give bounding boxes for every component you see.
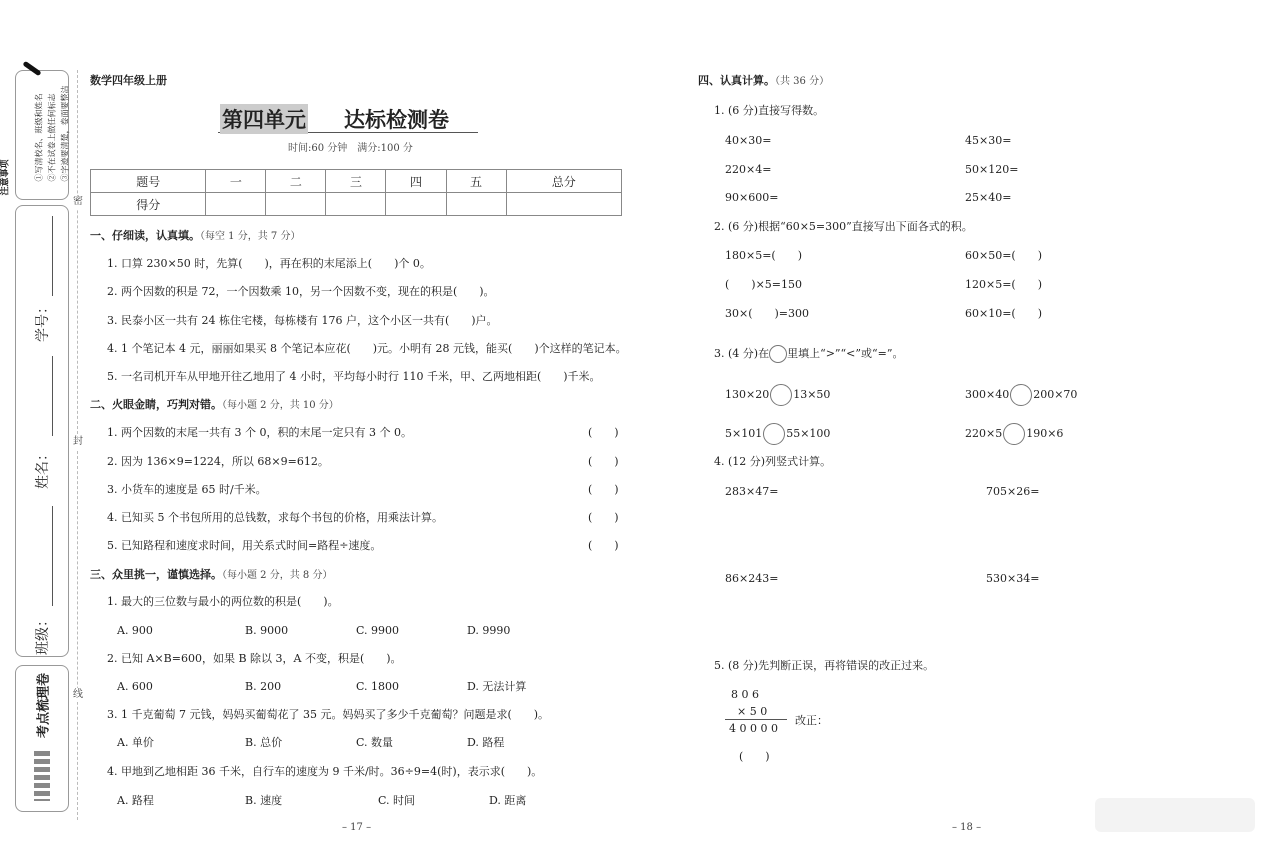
option[interactable]: B. 速度 (245, 794, 283, 807)
calc-item: 90×600= (725, 191, 779, 204)
seal-mark: 线 (73, 689, 83, 700)
option[interactable]: C. 数量 (356, 736, 394, 749)
question: 4. 已知买 5 个书包所用的总钱数，求每个书包的价格，用乘法计算。 (107, 511, 443, 524)
seal-mark: 封 (73, 436, 83, 447)
calc-item: 283×47= (725, 485, 779, 498)
option[interactable]: D. 路程 (467, 736, 505, 749)
score-header: 五 (446, 170, 506, 193)
option[interactable]: D. 9990 (467, 624, 511, 637)
compare-circle[interactable] (763, 423, 785, 445)
expr: 13×50 (793, 388, 831, 401)
question: 4. 甲地到乙地相距 36 千米，自行车的速度为 9 千米/时。36÷9=4(时)，表示求( )。 (107, 765, 543, 778)
vertical-rule (725, 719, 787, 720)
question: 2. (6 分)根据“60×5=300”直接写出下面各式的积。 (714, 220, 973, 233)
score-cell[interactable] (266, 193, 326, 216)
answer-blank[interactable]: ( ) (588, 455, 619, 468)
time-info: 时间:60 分钟 满分:100 分 (288, 143, 413, 154)
compare-item (725, 423, 830, 445)
compare-item (725, 384, 830, 406)
vertical-line-2: × 5 0 (737, 705, 768, 718)
circle-icon (769, 345, 787, 363)
calc-item: ( )×5=150 (725, 278, 803, 291)
section-title: 四、认真计算。 (698, 74, 775, 87)
question: 4. 1 个笔记本 4 元，丽丽如果买 8 个笔记本应花( )元。小明有 28 元钱，能买( )个这样的笔记本。 (107, 342, 627, 355)
compare-item (965, 384, 1077, 406)
score-row-label: 得分 (91, 193, 206, 216)
question (714, 345, 903, 363)
question: 2. 两个因数的积是 72，一个因数乘 10，另一个因数不变，现在的积是( )。 (107, 285, 495, 298)
question: 1. 最大的三位数与最小的两位数的积是( )。 (107, 595, 339, 608)
score-header: 二 (266, 170, 326, 193)
option[interactable]: A. 600 (117, 680, 153, 693)
option[interactable]: C. 1800 (356, 680, 400, 693)
page-number: – 18 – (952, 822, 982, 833)
score-cell[interactable] (326, 193, 386, 216)
option[interactable]: A. 路程 (117, 794, 154, 807)
question: 3. 小货车的速度是 65 时/千米。 (107, 483, 267, 496)
page-number: – 17 – (342, 822, 372, 833)
expr: 55×100 (786, 427, 831, 440)
page-title (218, 102, 478, 133)
books-icon (34, 751, 50, 801)
name-label: 姓名： (35, 447, 51, 489)
expr: 5×101 (725, 427, 763, 440)
class-field[interactable] (52, 506, 53, 606)
calc-item: 60×10=( ) (965, 307, 1043, 320)
option[interactable]: A. 单价 (117, 736, 154, 749)
name-field[interactable] (52, 356, 53, 436)
question: 2. 已知 A×B=600，如果 B 除以 3，A 不变，积是( )。 (107, 652, 402, 665)
notice-2: ②不在试卷上做任何标志 (47, 93, 57, 182)
score-cell[interactable] (446, 193, 506, 216)
question: 3. 民泰小区一共有 24 栋住宅楼，每栋楼有 176 户，这个小区一共有( )户。 (107, 314, 498, 327)
section-1-heading (90, 229, 300, 244)
option[interactable]: B. 总价 (245, 736, 283, 749)
notice-title: 注意事项 (0, 159, 11, 196)
score-table (90, 169, 622, 216)
vertical-line-1: 8 0 6 (731, 688, 759, 701)
calc-item: 25×40= (965, 191, 1012, 204)
answer-blank[interactable]: ( ) (588, 426, 619, 439)
question: 5. 已知路程和速度求时间，用关系式时间=路程÷速度。 (107, 539, 382, 552)
score-header: 三 (326, 170, 386, 193)
section-note: （每小题 2 分，共 8 分） (222, 570, 333, 581)
section-title: 一、仔细读，认真填。 (90, 229, 200, 242)
score-header: 四 (386, 170, 446, 193)
vertical-result: 4 0 0 0 0 (729, 722, 778, 735)
book-title: 数学四年级上册 (90, 74, 167, 87)
title-main: 达标检测卷 (344, 107, 449, 132)
question: 5. 一名司机开车从甲地开往乙地用了 4 小时，平均每小时行 110 千米，甲、乙两地相距( )千米。 (107, 370, 601, 383)
question: 1. (6 分)直接写得数。 (714, 104, 825, 117)
calc-item: 86×243= (725, 572, 779, 585)
section-title: 三、众里挑一，谨慎选择。 (90, 568, 222, 581)
option[interactable]: A. 900 (117, 624, 153, 637)
brand-label: 考点梳理卷 (36, 673, 52, 739)
calc-item: 705×26= (986, 485, 1040, 498)
score-row (91, 193, 622, 216)
question: 4. (12 分)列竖式计算。 (714, 455, 832, 468)
compare-circle[interactable] (770, 384, 792, 406)
student-id-field[interactable] (52, 216, 53, 296)
calc-item: 120×5=( ) (965, 278, 1043, 291)
compare-item (965, 423, 1063, 445)
section-4-heading (698, 74, 829, 89)
section-title: 二、火眼金睛，巧判对错。 (90, 398, 222, 411)
question: 5. (8 分)先判断正误，再将错误的改正过来。 (714, 659, 935, 672)
section-note: （每空 1 分，共 7 分） (200, 231, 301, 242)
seal-mark: 密 (73, 196, 83, 207)
answer-blank[interactable]: ( ) (588, 539, 619, 552)
score-header-row (91, 170, 622, 193)
score-cell[interactable] (506, 193, 621, 216)
fix-label: 改正： (795, 714, 828, 727)
expr: 190×6 (1026, 427, 1064, 440)
class-label: 班级： (35, 613, 51, 655)
compare-circle[interactable] (1010, 384, 1032, 406)
score-cell[interactable] (386, 193, 446, 216)
option[interactable]: B. 9000 (245, 624, 289, 637)
calc-item: 530×34= (986, 572, 1040, 585)
option[interactable]: C. 时间 (378, 794, 416, 807)
calc-item: 40×30= (725, 134, 772, 147)
section-2-heading (90, 398, 339, 413)
calc-item: 220×4= (725, 163, 772, 176)
expr: 200×70 (1033, 388, 1078, 401)
answer-blank[interactable]: ( ) (588, 511, 619, 524)
expr: 300×40 (965, 388, 1010, 401)
question: 3. 1 千克葡萄 7 元钱，妈妈买葡萄花了 35 元。妈妈买了多少千克葡萄？问题是求( )。 (107, 708, 550, 721)
section-3-heading (90, 568, 332, 583)
option[interactable]: B. 200 (245, 680, 282, 693)
compare-circle[interactable] (1003, 423, 1025, 445)
notice-1: ①写清校名、班级和姓名 (34, 93, 44, 182)
question-text: 里填上“>”“<”或“=”。 (787, 347, 904, 360)
option[interactable]: D. 无法计算 (467, 680, 527, 693)
question-text: 3. (4 分)在 (714, 347, 770, 360)
expr: 220×5 (965, 427, 1003, 440)
brand-box (15, 665, 69, 812)
answer-blank[interactable]: ( ) (739, 750, 770, 763)
calc-item: 45×30= (965, 134, 1012, 147)
score-header: 一 (206, 170, 266, 193)
notice-box (0, 70, 70, 200)
section-note: （每小题 2 分，共 10 分） (222, 400, 339, 411)
score-header: 总分 (506, 170, 621, 193)
notice-3: ③字迹要清楚，卷面要整洁 (60, 85, 70, 182)
calc-item: 50×120= (965, 163, 1019, 176)
answer-blank[interactable]: ( ) (588, 483, 619, 496)
calc-item: 60×50=( ) (965, 249, 1043, 262)
calc-item: 180×5=( ) (725, 249, 803, 262)
question: 1. 口算 230×50 时，先算( )，再在积的末尾添上( )个 0。 (107, 257, 431, 270)
score-header: 题号 (91, 170, 206, 193)
option[interactable]: C. 9900 (356, 624, 400, 637)
question: 1. 两个因数的末尾一共有 3 个 0，积的末尾一定只有 3 个 0。 (107, 426, 412, 439)
expr: 130×20 (725, 388, 770, 401)
calc-item: 30×( )=300 (725, 307, 810, 320)
question: 2. 因为 136×9=1224，所以 68×9=612。 (107, 455, 329, 468)
student-id-label: 学号： (35, 300, 51, 342)
score-cell[interactable] (206, 193, 266, 216)
option[interactable]: D. 距离 (489, 794, 527, 807)
section-note: （共 36 分） (775, 76, 830, 87)
unit-label: 第四单元 (220, 104, 308, 134)
watermark-logo (1095, 798, 1255, 832)
student-info-box (15, 205, 69, 657)
